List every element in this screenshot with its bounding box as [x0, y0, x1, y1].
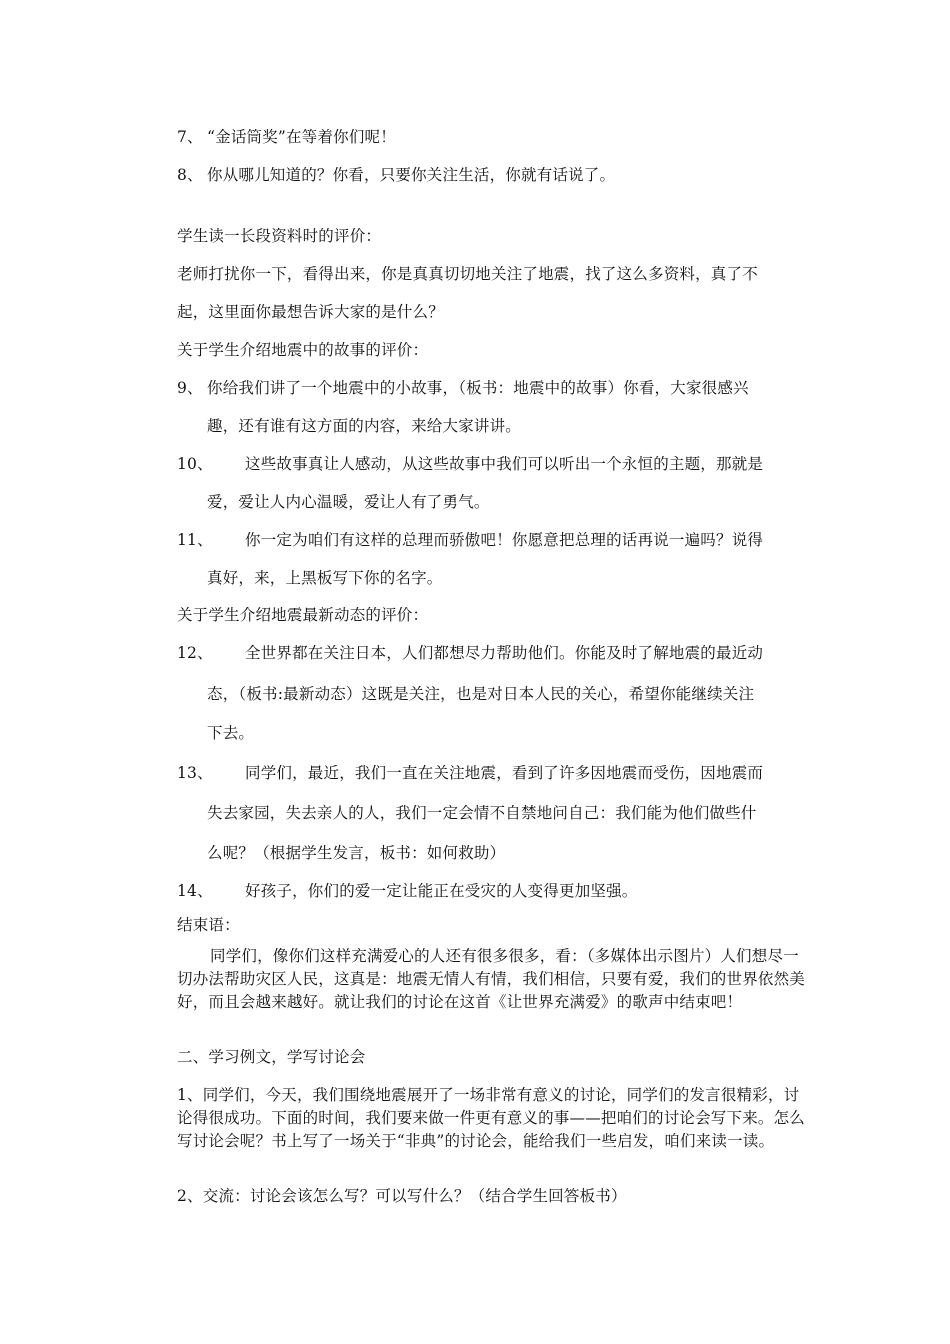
list-item-11: [177, 530, 763, 550]
list-item-10: [177, 454, 763, 474]
item-text: “金话筒奖”在等着你们呢！: [207, 128, 396, 146]
item-text: 同学们，最近，我们一直在关注地震，看到了许多因地震而受伤，因地震而: [245, 764, 764, 782]
item-number: 8、: [177, 166, 203, 184]
item-number: 10、: [177, 455, 213, 473]
item-text: 你一定为咱们有这样的总理而骄傲吧！你愿意把总理的话再说一遍吗？说得: [245, 531, 764, 549]
paragraph-2: 2、交流：讨论会该怎么写？可以写什么？（结合学生回答板书）: [177, 1187, 627, 1205]
list-item-13-continuation: 么呢？（根据学生发言，板书：如何救助）: [207, 844, 506, 862]
paragraph-1: [177, 1084, 809, 1153]
section-heading-news: 关于学生介绍地震最新动态的评价：: [177, 606, 429, 624]
item-number: 7、: [177, 128, 203, 146]
section-heading-closing: 结束语：: [177, 916, 240, 934]
list-item-10-continuation: 爱，爱让人内心温暖，爱让人有了勇气。: [207, 493, 490, 511]
list-item-9: [177, 378, 749, 398]
list-item-9-continuation: 趣，还有谁有这方面的内容，来给大家讲讲。: [207, 417, 522, 435]
item-number: 9、: [177, 379, 203, 397]
paragraph-1-text: 1、同学们，今天，我们围绕地震展开了一场非常有意义的讨论，同学们的发言很精彩，讨论得很成功。下面的时间，我们要来做一件更有意义的事——把咱们的讨论会写下来。怎么写讨论会呢？书上写了一场关于“非典”的讨论会，能给我们一些启发，咱们来读一读。: [177, 1086, 806, 1150]
list-item-12: [177, 643, 763, 663]
item-text: 你给我们讲了一个地震中的小故事，（板书：地震中的故事）你看，大家很感兴: [207, 379, 749, 397]
item-number: 11、: [177, 531, 213, 549]
paragraph-line: 老师打扰你一下，看得出来，你是真真切切地关注了地震，找了这么多资料，真了不: [177, 265, 758, 283]
list-item-12-continuation: 下去。: [207, 724, 255, 742]
paragraph-line: 起，这里面你最想告诉大家的是什么？: [177, 303, 444, 321]
list-item-8: [177, 165, 615, 185]
closing-paragraph: [177, 945, 809, 1014]
item-number: 13、: [177, 764, 213, 782]
list-item-12-continuation: 态，（板书:最新动态）这既是关注，也是对日本人民的关心，希望你能继续关注: [207, 685, 755, 703]
item-number: 12、: [177, 644, 213, 662]
item-text: 好孩子，你们的爱一定让能正在受灾的人变得更加坚强。: [245, 882, 638, 900]
item-text: 全世界都在关注日本，人们都想尽力帮助他们。你能及时了解地震的最近动: [245, 644, 764, 662]
list-item-13: [177, 763, 763, 783]
list-item-14: [177, 881, 638, 901]
closing-paragraph-text: 同学们，像你们这样充满爱心的人还有很多很多，看：（多媒体出示图片）人们想尽一切办法帮助灾区人民，这真是：地震无情人有情，我们相信，只要有爱，我们的世界依然美好，而且会越来越好。就让我们的讨论在这首《让世界充满爱》的歌声中结束吧！: [177, 947, 806, 1011]
list-item-11-continuation: 真好，来，上黑板写下你的名字。: [207, 569, 443, 587]
list-item-7: [177, 127, 396, 147]
item-text: 这些故事真让人感动，从这些故事中我们可以听出一个永恒的主题，那就是: [245, 455, 764, 473]
item-number: 14、: [177, 882, 213, 900]
section-heading-story: 关于学生介绍地震中的故事的评价：: [177, 341, 429, 359]
section-heading-two: 二、学习例文，学写讨论会: [177, 1048, 366, 1066]
section-heading-long-reading: 学生读一长段资料时的评价：: [177, 227, 382, 245]
item-text: 你从哪儿知道的？你看，只要你关注生活，你就有话说了。: [207, 166, 616, 184]
list-item-13-continuation: 失去家园，失去亲人的人，我们一定会情不自禁地问自己：我们能为他们做些什: [207, 804, 757, 822]
